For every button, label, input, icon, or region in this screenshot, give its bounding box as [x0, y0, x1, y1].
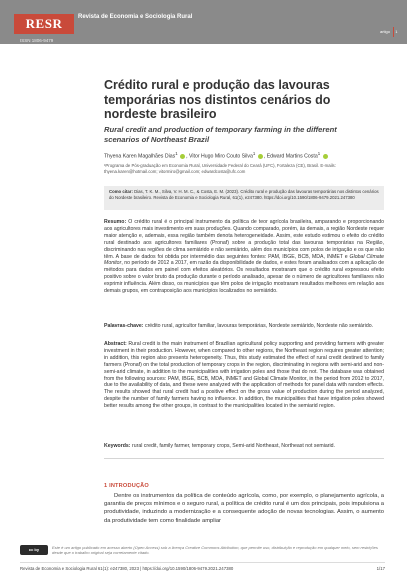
resumo-italic: Global Climate Monitor [104, 253, 384, 267]
side-tab-marker [393, 27, 394, 37]
palavras-label: Palavras-chave: [104, 323, 144, 329]
abstract-label: Abstract: [104, 341, 127, 347]
abstract-paragraph [104, 341, 384, 410]
author-name: Edward Martins Costa [266, 153, 318, 160]
palavras-text: crédito rural, agricultor familiar, lavouras temporárias, Nordeste semiárido, Nordeste não semiárido. [144, 323, 374, 329]
page-number: 1/17 [376, 566, 385, 571]
side-tab-page: 1 [395, 29, 398, 34]
abstract-text: Rural credit is the main instrument of Brazilian agricultural policy supporting and providing farmers with greater investment in their production. However, when compared to other regions, the Northeast region requires greater attention; in addition, this region also presents heterogeneity. Thus, this study estimated the effect of rural credit destined to family farmers (Pronaf) on the total production of temporary crops in the region, discriminating in regions with semi-arid and non-semi-arid climate, in addition to the municipalities with irrigation poles and those that do not. The database was obtained from the following sources: PAM, IBGE, BCB, MDA, INMET and Global Climate Monitor, in the period from 2012 to 2017, due to the availability of data, and these were analyzed with the application of methods for panel data with random effects. The results showed that rural credit had a positive effect on the gross value of production during the period analyzed, despite the number of family farmers having no influence. In addition, the municipalities that have irrigation poles showed better results among the other groups, in contrast to the municipalities located in the semiarid region. [104, 341, 384, 410]
keywords-text: rural credit, family farmer, temporary crops, Semi-arid Northeast, Northeast not semiarid. [131, 443, 335, 449]
resumo-label: Resumo: [104, 219, 127, 225]
cc-license-icon[interactable]: cc by [20, 545, 48, 555]
author-name: Thyena Karen Magalhães Dias [104, 153, 176, 160]
affiliation: ¹Programa de Pós-graduação em Economia Rural, Universidade Federal do Ceará (UFC), Fortaleza (CE), Brasil. E-mails: thyena.karen@hotmail.com; vitormiro@gmail.com; edwardcosta@ufc.com [104, 163, 336, 174]
author-list: Thyena Karen Magalhães Dias$^1$ , Vitor Hugo Miro Couto Silva$^1$ , Edward Martins Costa$^1$ [104, 150, 384, 161]
license-text: Este é um artigo publicado em acesso aberto (Open Access) sob a licença Creative Commons Attribution, que permite uso, distribuição e reprodução em qualquer meio, sem restrições desde que o trabalho original seja corretamente citado. [52, 545, 378, 555]
how-to-cite-box [104, 186, 384, 210]
author-name: Vitor Hugo Miro Couto Silva [189, 153, 253, 160]
resumo-paragraph [104, 219, 384, 295]
footer-citation[interactable]: Revista de Economia e Sociologia Rural 61(1): e247380, 2023 | https://doi.org/10.1590/1806-9479.2021.247380 [20, 566, 234, 571]
author-superscript: 1 [317, 151, 321, 156]
author-superscript: 1 [175, 151, 178, 156]
author-superscript: 1 [252, 151, 256, 156]
section-heading: 1 INTRODUÇÃO [104, 483, 149, 489]
orcid-icon[interactable] [258, 154, 263, 159]
issn-label: ISSN 1806-9479 [20, 38, 54, 43]
palavras-chave-paragraph [104, 323, 384, 330]
intro-paragraph: Dentre os instrumentos da política de conteúdo agrícola, como, por exemplo, o planejamento agrícola, a garantia de preços mínimos e o seguro rural, a política de crédito rural é um dos principais, pois impulsiona a produtividade, induzindo a modernização e a consequente adoção de novas tecnologias. Assim, o aumento da produtividade tem como finalidade ampliar [104, 493, 385, 524]
resumo-text-continued: , no período de 2012 a 2017, em razão da disponibilidade de dados, e estes foram analisados com a aplicação de métodos para dados em painel com efeitos aleatórios. Os resultados mostraram que o crédito rural expressou efeito positivo sobre o valor bruto da produção durante o período analisado, apesar de o número de agricultores familiares não exprimir influência. Além disso, os municípios que têm polos de irrigação mostraram resultados melhores em relação aos demais grupos, em contraposição aos municípios localizados no semiárido. [104, 260, 384, 295]
orcid-icon[interactable] [323, 154, 328, 159]
side-tab-label: artigo [380, 29, 391, 34]
side-tab [380, 26, 407, 38]
section-divider [104, 458, 384, 459]
footer-divider [20, 562, 385, 563]
cite-label: Como citar: [109, 189, 133, 194]
article-title: Crédito rural e produção das lavouras temporárias nos distintos cenários do nordeste brasileiro [104, 78, 331, 121]
orcid-icon[interactable] [180, 154, 185, 159]
resumo-text: O crédito rural é o principal instrumento da política de teor agrícola brasileira, amparando e proporcionando aos agricultores mais investimento em suas produções. Quando comparado, porém, às demais, a região Nordeste requer maior atenção e, ademais, essa região também denota heterogeneidade. Assim, este estudo estimou o efeito do crédito rural destinado aos agricultores familiares (Pronaf) sobre a produção total das lavouras temporárias na Região, discriminando nas regiões de clima semiárido e não semiárido, além dos municípios com polos de irrigação e os que não têm. A base de dados foi obtida por intermédio das seguintes fontes: PAM, IBGE, BCB, MDA, INMET e [104, 219, 384, 260]
cite-text[interactable]: Dias, T. K. M., Silva, V. H. M. C., & Costa, E. M. (2023). Crédito rural e produção das lavouras temporárias nos distintos cenários do Nordeste brasileiro. Revista de Economia e Sociologia Rural, 61(1), e247380. https://doi.org/10.1590/1806-9479.2021.247380 [109, 189, 379, 200]
keywords-paragraph [104, 443, 384, 450]
article-subtitle: Rural credit and production of temporary farming in the different scenarios of Northeast Brazil [104, 125, 337, 144]
journal-header [0, 0, 407, 44]
journal-name: Revista de Economia e Sociologia Rural [78, 14, 193, 20]
journal-logo: RESR [14, 14, 74, 34]
keywords-label: Keywords: [104, 443, 131, 449]
